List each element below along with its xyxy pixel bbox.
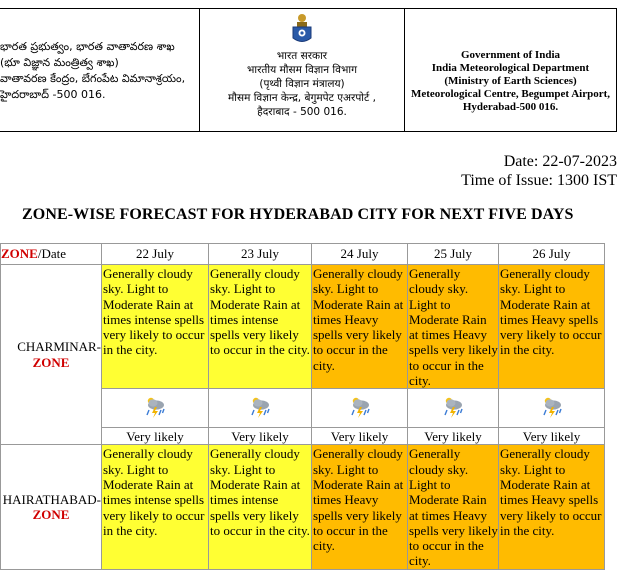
thunderstorm-rain-icon [247, 394, 273, 420]
forecast-cell [499, 445, 605, 569]
telugu-line: హైదరాబాద్ -500 016. [0, 88, 106, 101]
likelihood-cell: Very likely [209, 428, 312, 445]
weather-icon-cell [102, 389, 209, 428]
zone-name: HAIRATHABAD- [2, 491, 101, 507]
forecast-cell [408, 265, 499, 389]
zone-name: CHARMINAR- [17, 339, 101, 355]
day-header: 24 July [312, 244, 408, 265]
day-header: 22 July [102, 244, 209, 265]
issue-time: Time of Issue: 1300 IST [461, 172, 617, 189]
hindi-line: मौसम विज्ञान केन्द्र, बेगुमपेट एअरपोर्ट , [228, 92, 376, 104]
forecast-table [0, 243, 605, 570]
forecast-cell [499, 265, 605, 389]
weather-icon-cell [312, 389, 408, 428]
likelihood-cell: Very likely [102, 428, 209, 445]
thunderstorm-rain-icon [142, 394, 168, 420]
letterhead [0, 8, 617, 132]
forecast-cell [102, 445, 209, 569]
zone-name-cell [1, 445, 102, 569]
date-block [461, 152, 617, 190]
english-line: Hyderabad-500 016. [462, 101, 559, 113]
hindi-line: भारत सरकार [276, 50, 328, 62]
telugu-line: వాతావరణ కేంద్రం, బేగంపేట విమానాశ్రయం, [0, 72, 186, 85]
page-title: ZONE-WISE FORECAST FOR HYDERABAD CITY FOR NEXT FIVE DAYS [22, 206, 574, 223]
english-header [405, 9, 616, 131]
thunderstorm-rain-icon [440, 394, 466, 420]
forecast-text: Generally cloudy sky. Light to Moderate Rain at times Heavy spells very likely to occur in the city. [500, 266, 602, 358]
imd-emblem-icon [288, 11, 316, 47]
thunderstorm-rain-icon [539, 394, 565, 420]
day-header: 26 July [499, 244, 605, 265]
hindi-line: हैदराबाद - 500 016. [257, 106, 347, 118]
telugu-line: (భూ విజ్ఞాన మంత్రిత్వ శాఖ) [0, 56, 119, 69]
english-line: (Ministry of Earth Sciences) [444, 75, 577, 87]
hindi-header [200, 9, 405, 131]
english-line: India Meteorological Department [431, 62, 590, 74]
thunderstorm-rain-icon [347, 394, 373, 420]
forecast-text: Generally cloudy sky. Light to Moderate Rain at times Heavy spells very likely to occur in the city. [313, 446, 404, 554]
telugu-line: భారత ప్రభుత్వం, భారత వాతావరణ శాఖ [0, 40, 175, 53]
forecast-text: Generally cloudy sky. Light to Moderate Rain at times Heavy spells very likely to occur in the city. [409, 266, 498, 389]
forecast-cell [312, 265, 408, 389]
forecast-text: Generally cloudy sky. Light to Moderate Rain at times Heavy spells very likely to occur in the city. [409, 446, 498, 569]
forecast-text: Generally cloudy sky. Light to Moderate Rain at times intense spells very likely to occur in the city. [210, 446, 310, 538]
day-header: 23 July [209, 244, 312, 265]
forecast-row [1, 445, 605, 569]
hindi-line: भारतीय मौसम विज्ञान विभाग [247, 64, 357, 76]
forecast-text: Generally cloudy sky. Light to Moderate Rain at times Heavy spells very likely to occur in the city. [500, 446, 602, 538]
forecast-text: Generally cloudy sky. Light to Moderate Rain at times Heavy spells very likely to occur in the city. [313, 266, 404, 373]
english-line: Government of India [461, 49, 560, 61]
zone-name-cell [1, 265, 102, 445]
weather-icon-cell [408, 389, 499, 428]
english-line: Meteorological Centre, Begumpet Airport, [410, 88, 611, 100]
weather-icon-cell [499, 389, 605, 428]
weather-icon-cell [209, 389, 312, 428]
forecast-text: Generally cloudy sky. Light to Moderate Rain at times intense spells very likely to occur in the city. [103, 446, 205, 538]
forecast-text: Generally cloudy sky. Light to Moderate Rain at times intense spells very likely to occur in the city. [210, 266, 310, 358]
telugu-header [0, 9, 200, 131]
forecast-cell [209, 445, 312, 569]
zone-word: ZONE [32, 507, 70, 523]
day-header: 25 July [408, 244, 499, 265]
date-label: /Date [37, 246, 66, 262]
likelihood-cell: Very likely [499, 428, 605, 445]
forecast-cell [408, 445, 499, 569]
forecast-text: Generally cloudy sky. Light to Moderate Rain at times intense spells very likely to occur in the city. [103, 266, 205, 358]
issue-date: Date: 22-07-2023 [503, 153, 617, 170]
zone-date-header [1, 244, 102, 265]
table-header-row [1, 244, 605, 265]
forecast-cell [209, 265, 312, 389]
hindi-line: (पृथ्वी विज्ञान मंत्रालय) [259, 78, 345, 90]
likelihood-cell: Very likely [312, 428, 408, 445]
forecast-row [1, 265, 605, 389]
zone-word: ZONE [32, 354, 70, 370]
forecast-cell [312, 445, 408, 569]
forecast-cell [102, 265, 209, 389]
zone-label: ZONE [1, 246, 38, 262]
likelihood-cell: Very likely [408, 428, 499, 445]
